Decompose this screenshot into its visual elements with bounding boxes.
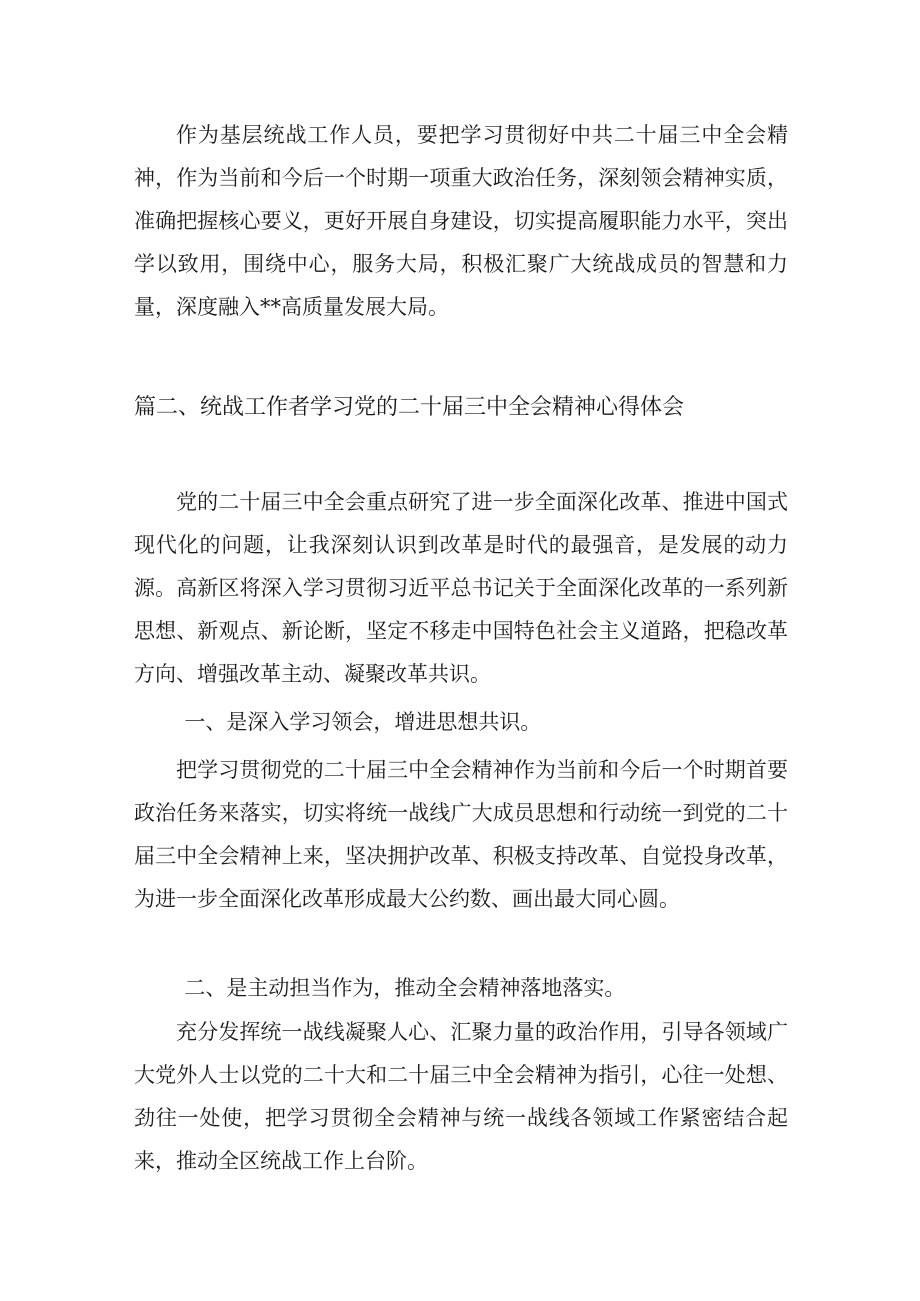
paragraph-2: 充分发挥统一战线凝聚人心、汇聚力量的政治作用，引导各领域广大党外人士以党的二十大和二十届三中全会精神为指引，心往一处想、劲往一处使，把学习贯彻全会精神与统一战线各领域工作紧密结合起来，推动全区统战工作上台阶。 — [134, 1020, 788, 1173]
section-intro-block — [134, 481, 788, 696]
heading-1: 一、是深入学习领会，增进思想共识。 — [184, 710, 542, 734]
intro-block — [134, 114, 788, 329]
intro-paragraph: 作为基层统战工作人员，要把学习贯彻好中共二十届三中全会精神，作为当前和今后一个时期一项重大政治任务，深刻领会精神实质，准确把握核心要义，更好开展自身建设，切实提高履职能力水平，突出学以致用，围绕中心，服务大局，积极汇聚广大统战成员的智慧和力量，深度融入**高质量发展大局。 — [134, 123, 788, 319]
paragraph-2-block — [134, 1011, 788, 1183]
paragraph-1: 把学习贯彻党的二十届三中全会精神作为当前和今后一个时期首要政治任务来落实，切实将统一战线广大成员思想和行动统一到党的二十届三中全会精神上来，坚决拥护改革、积极支持改革、自觉投身改革，为进一步全面深化改革形成最大公约数、画出最大同心圆。 — [134, 758, 788, 911]
paragraph-1-block — [134, 749, 788, 921]
heading-2-block — [134, 973, 788, 1003]
heading-1-block — [134, 707, 788, 737]
section-title: 篇二、统战工作者学习党的二十届三中全会精神心得体会 — [134, 395, 685, 420]
section-title-block — [134, 393, 788, 423]
section-intro-paragraph: 党的二十届三中全会重点研究了进一步全面深化改革、推进中国式现代化的问题，让我深刻认识到改革是时代的最强音，是发展的动力源。高新区将深入学习贯彻习近平总书记关于全面深化改革的一系列新思想、新观点、新论断，坚定不移走中国特色社会主义道路，把稳改革方向、增强改革主动、凝聚改革共识。 — [134, 490, 788, 686]
heading-2: 二、是主动担当作为，推动全会精神落地落实。 — [184, 976, 626, 1000]
